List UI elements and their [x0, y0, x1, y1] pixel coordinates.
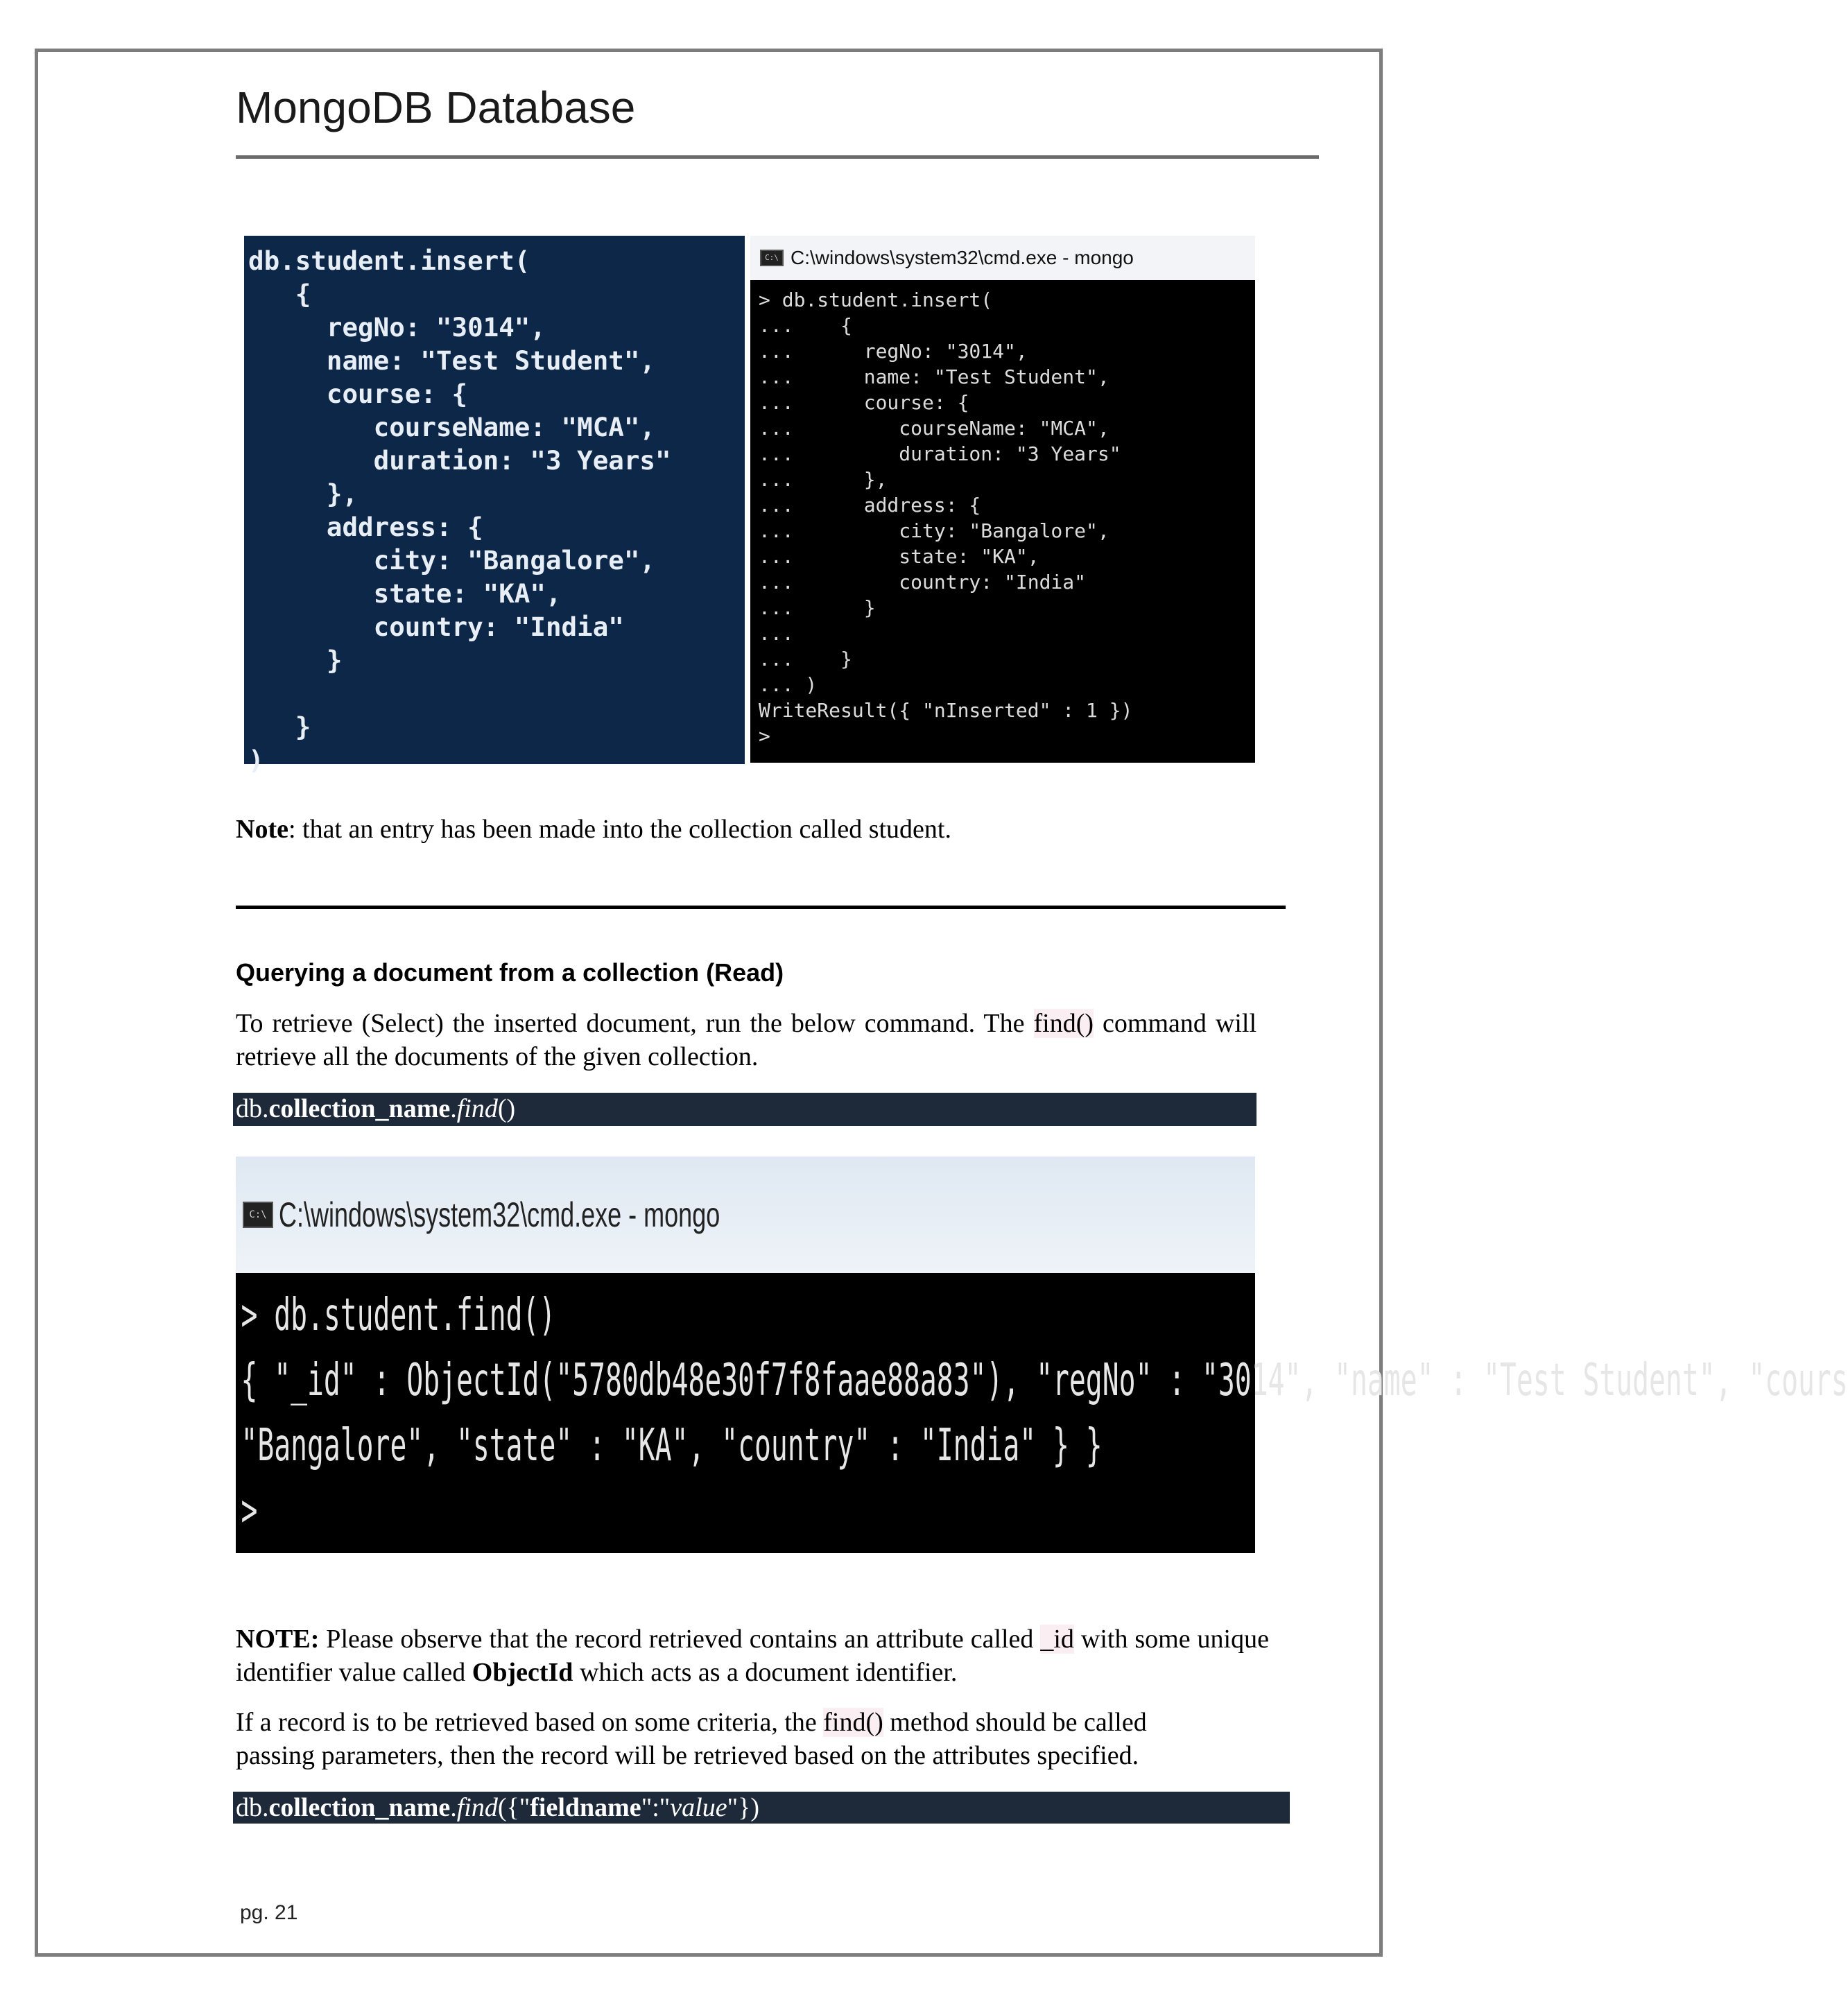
find-inline-code-2: find() [823, 1708, 883, 1737]
note-text: : that an entry has been made into the collection called student. [288, 815, 951, 844]
code2-collection: collection_name [268, 1793, 451, 1822]
cmd-find-title: C:\windows\system32\cmd.exe - mongo [279, 1195, 720, 1234]
note2-text-a: Please observe that the record retrieved contains an attribute called [319, 1625, 1041, 1654]
code1-parens: () [497, 1094, 516, 1123]
code2-dot: . [450, 1793, 457, 1822]
code2-value: value [670, 1793, 727, 1822]
criteria-text-b: method should be called passing parameters, then the record will be retrieved based on the attributes specified. [236, 1708, 1147, 1770]
cmd-title: C:\windows\system32\cmd.exe - mongo [791, 247, 1134, 268]
code2-close: "}) [727, 1793, 759, 1822]
cmd-titlebar [750, 236, 1255, 280]
cmd-insert-output: > db.student.insert( ... { ... regNo: "3014", ... name: "Test Student", ... course: { ... courseName: "MCA", ... duration: "3 Years" ... }, ... address: { ... city: "Bangalore", ... state: "KA", ... country: "India" ... } ... ... } ... ) WriteResult({ "nInserted" : 1 }) > [759, 288, 1133, 747]
cmd-find-window [236, 1157, 1848, 1553]
criteria-paragraph [236, 1706, 1220, 1772]
objectid-term: ObjectId [472, 1658, 573, 1687]
page-title: MongoDB Database [236, 83, 636, 132]
code1-dot: . [450, 1094, 457, 1123]
note2-text-c: which acts as a document identifier. [573, 1658, 958, 1687]
section-heading: Querying a document from a collection (Read) [236, 958, 784, 987]
code1-method: find [456, 1094, 498, 1123]
code-find-all [233, 1093, 1257, 1126]
page-number: pg. 21 [240, 1901, 298, 1924]
cmd-find-icon: C:\ [243, 1202, 273, 1228]
id-inline-code: _id [1040, 1625, 1074, 1654]
code2-separator: ":" [641, 1793, 671, 1822]
code2-fieldname: fieldname [530, 1793, 641, 1822]
code2-open: ({" [497, 1793, 530, 1822]
note-label: Note [236, 815, 288, 844]
section-divider [236, 906, 1286, 909]
cmd-find-output: > db.student.find() { "_id" : ObjectId("5780db48e30f7f8faae88a83"), "regNo" : "3014", "name" : "Test Student", "cours "Bangalore", "state" : "KA", "country" : "India" } } > [241, 1290, 1848, 1537]
cmd-icon: C:\ [760, 250, 784, 266]
cmd-find-titlebar [236, 1157, 1255, 1273]
code1-prefix: db. [236, 1094, 269, 1123]
note2-text-b: with some unique identifier value called [236, 1625, 1269, 1687]
criteria-text-a: If a record is to be retrieved based on some criteria, the [236, 1708, 824, 1737]
find-inline-code: find() [1033, 1009, 1094, 1038]
note-id [236, 1622, 1269, 1689]
insert-code-text: db.student.insert( { regNo: "3014", name: "Test Student", course: { courseName: "MCA", duration: "3 Years" }, address: { city: "Bangalore", state: "KA", country: "India" } } ) [248, 245, 671, 775]
read-paragraph [236, 1007, 1257, 1073]
title-underline [236, 155, 1319, 159]
cmd-insert-window [750, 236, 1255, 763]
code2-method: find [456, 1793, 498, 1822]
read-paragraph-text-a: To retrieve (Select) the inserted document, run the below command. The [236, 1009, 1034, 1038]
read-paragraph-text-b: command will retrieve all the documents of the given collection. [236, 1009, 1257, 1071]
code2-prefix: db. [236, 1793, 269, 1822]
code-find-criteria [233, 1792, 1290, 1824]
insert-code-screenshot [244, 236, 745, 775]
note-insert [236, 813, 1290, 846]
code1-collection: collection_name [268, 1094, 451, 1123]
note2-label: NOTE: [236, 1625, 320, 1654]
